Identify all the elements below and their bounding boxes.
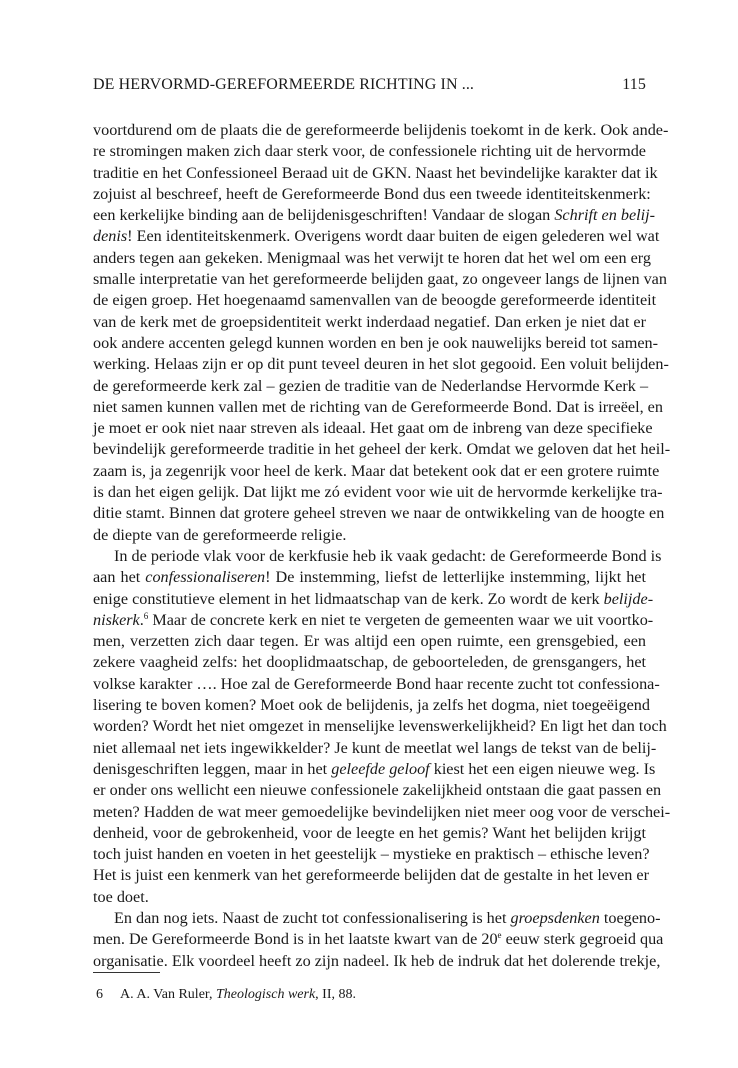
italic-term: geleefde geloof — [331, 759, 430, 778]
text-line: zaam is, ja zegenrijk voor heel de kerk. Maar dat betekent ook dat er een grotere ruimte — [93, 461, 660, 480]
text-line: ook andere accenten gelegd kunnen worden en ben je ook nauwelijks bereid tot samen- — [93, 333, 659, 352]
text-line: niet samen kunnen vallen met de richting van de Gereformeerde Bond. Dat is irreëel, en — [93, 397, 663, 416]
text-line: werking. Helaas zijn er op dit punt teveel deuren in het slot gegooid. Een voluit belijden- — [93, 355, 669, 374]
text-run: men. De Gereformeerde Bond is in het laatste kwart van de 20 — [93, 930, 498, 949]
text-line — [93, 567, 646, 588]
text-run: eeuw sterk gegroeid qua — [501, 930, 664, 949]
text-line: anders tegen aan gekeken. Menigmaal was het verwijt te horen dat het wel om een erg — [93, 248, 651, 267]
running-title: DE HERVORMD-GEREFORMEERDE RICHTING IN ... — [93, 76, 475, 93]
text-line: er onder ons wellicht een nieuwe confessionele zakelijkheid ontstaan die gaat passen en — [93, 781, 662, 800]
text-run: . — [139, 610, 144, 629]
text-line: In de periode vlak voor de kerkfusie heb ik vaak gedacht: de Gereformeerde Bond is — [114, 546, 662, 565]
text-line — [93, 929, 664, 950]
text-line: niet allemaal net iets ingewikkelder? Je kunt de meetlat wel langs de tekst van de belij- — [93, 738, 657, 757]
text-line — [93, 759, 656, 780]
italic-term: belijde- — [603, 589, 654, 608]
text-line: ditie stamt. Binnen dat grotere geheel streven we naar de ontwikkeling van de hoogte en — [93, 504, 665, 523]
text-line — [93, 908, 661, 929]
footnote — [93, 986, 356, 1004]
footnote-number: 6 — [96, 987, 103, 1002]
main-text — [93, 120, 671, 972]
footnote-divider — [93, 972, 160, 973]
text-line: denheid, voor de gebrokenheid, voor de leegte en het gemis? Want het belijden krijgt — [93, 823, 646, 842]
running-head — [93, 76, 646, 98]
italic-slogan-end: denis — [93, 227, 128, 246]
text-line: traditie en het Confessioneel Beraad uit de GKN. Naast het bevindelijke karakter dat ik — [93, 163, 658, 182]
text-run: kiest het een eigen nieuwe weg. Is — [429, 759, 656, 778]
text-run: ! Een identiteitskenmerk. Overigens wordt daar buiten de eigen gelederen wel wat — [127, 227, 660, 246]
text-line: je moet er ook niet naar streven als ideaal. Het gaat om de inbreng van deze specifieke — [93, 419, 653, 438]
text-line: re stromingen maken zich daar sterk voor, de confessionele richting uit de hervormde — [93, 142, 646, 161]
text-line: toch juist handen en voeten in het geestelijk – mystieke en praktisch – ethische leven? — [93, 845, 650, 864]
text-line: de diepte van de gereformeerde religie. — [93, 525, 347, 544]
ordinal-superscript: e — [497, 930, 502, 941]
footnote-rest: , II, 88. — [315, 987, 356, 1002]
text-run: En dan nog iets. Naast de zucht tot confessionalisering is het — [114, 908, 511, 927]
text-line: meten? Hadden de wat meer gemoedelijke bevindelijken niet meer oog voor de verschei- — [93, 802, 671, 821]
text-line: is dan het eigen gelijk. Dat lijkt me zó evident voor wie uit de hervormde kerkelijke tra- — [93, 483, 663, 502]
text-line: de gereformeerde kerk zal – gezien de traditie van de Nederlandse Hervormde Kerk – — [93, 376, 649, 395]
text-line: de eigen groep. Het hoegenaamd samenvallen van de beoogde gereformeerde identiteit — [93, 291, 657, 310]
text-line: volkse karakter …. Hoe zal de Gereformeerde Bond haar recente zucht tot confessiona- — [93, 674, 660, 693]
italic-term-end: niskerk — [93, 610, 140, 629]
text-line: bevindelijk gereformeerde traditie in het geheel der kerk. Omdat we geloven dat het heil- — [93, 440, 671, 459]
italic-term: groepsdenken — [510, 908, 600, 927]
text-line: voortdurend om de plaats die de gereformeerde belijdenis toekomt in de kerk. Ook ande- — [93, 121, 669, 139]
text-line: Het is juist een kenmerk van het gereformeerde belijden dat de gestalte in het leven er — [93, 866, 649, 885]
text-run: een kerkelijke binding aan de belijdenisgeschriften! Vandaar de slogan — [93, 206, 555, 225]
footnote-title: Theologisch werk — [216, 987, 316, 1002]
text-run: aan het — [93, 568, 146, 587]
text-line: organisatie. Elk voordeel heeft zo zijn nadeel. Ik heb de indruk dat het dolerende trekje, — [93, 951, 661, 970]
text-line: van de kerk met de groepsidentiteit werkt inderdaad negatief. Dan erken je niet dat er — [93, 312, 646, 331]
text-line: worden? Wordt het niet omgezet in menselijke levenswerkelijkheid? En ligt het dan toch — [93, 717, 667, 736]
italic-term: confessionaliseren — [145, 568, 266, 587]
italic-slogan: Schrift en belij- — [554, 206, 656, 225]
text-line — [93, 205, 656, 226]
text-run: denisgeschriften leggen, maar in het — [93, 759, 332, 778]
text-line: men, verzetten zich daar tegen. Er was altijd een open ruimte, een grensgebied, een — [93, 632, 646, 651]
text-line: zojuist al beschreef, heeft de Gereformeerde Bond dus een tweede identiteitskenmerk: — [93, 184, 651, 203]
text-line: smalle interpretatie van het gereformeerde belijden gaat, zo ongeveer langs de lijnen van — [93, 270, 667, 289]
text-line — [93, 589, 654, 610]
text-run: enige constitutieve element in het lidmaatschap van de kerk. Zo wordt de kerk — [93, 589, 604, 608]
footnote-author: A. A. Van Ruler, — [120, 987, 217, 1002]
footnote-reference[interactable]: 6 — [143, 610, 149, 621]
text-line — [93, 610, 654, 631]
page-number: 115 — [622, 76, 646, 93]
text-line: zekere vaagheid zelfs: het dooplidmaatschap, de geboorteleden, de grensgangers, het — [93, 653, 646, 672]
text-run: toegeno- — [599, 908, 661, 927]
text-line: toe doet. — [93, 887, 149, 906]
text-run: ! De instemming, liefst de letterlijke instemming, lijkt het — [265, 568, 646, 587]
text-line: lisering te boven komen? Moet ook de belijdenis, ja zelfs het dogma, niet toegeëigend — [93, 696, 650, 715]
text-line — [93, 226, 660, 247]
text-run: Maar de concrete kerk en niet te vergeten de gemeenten waar we uit voortko- — [148, 610, 654, 629]
